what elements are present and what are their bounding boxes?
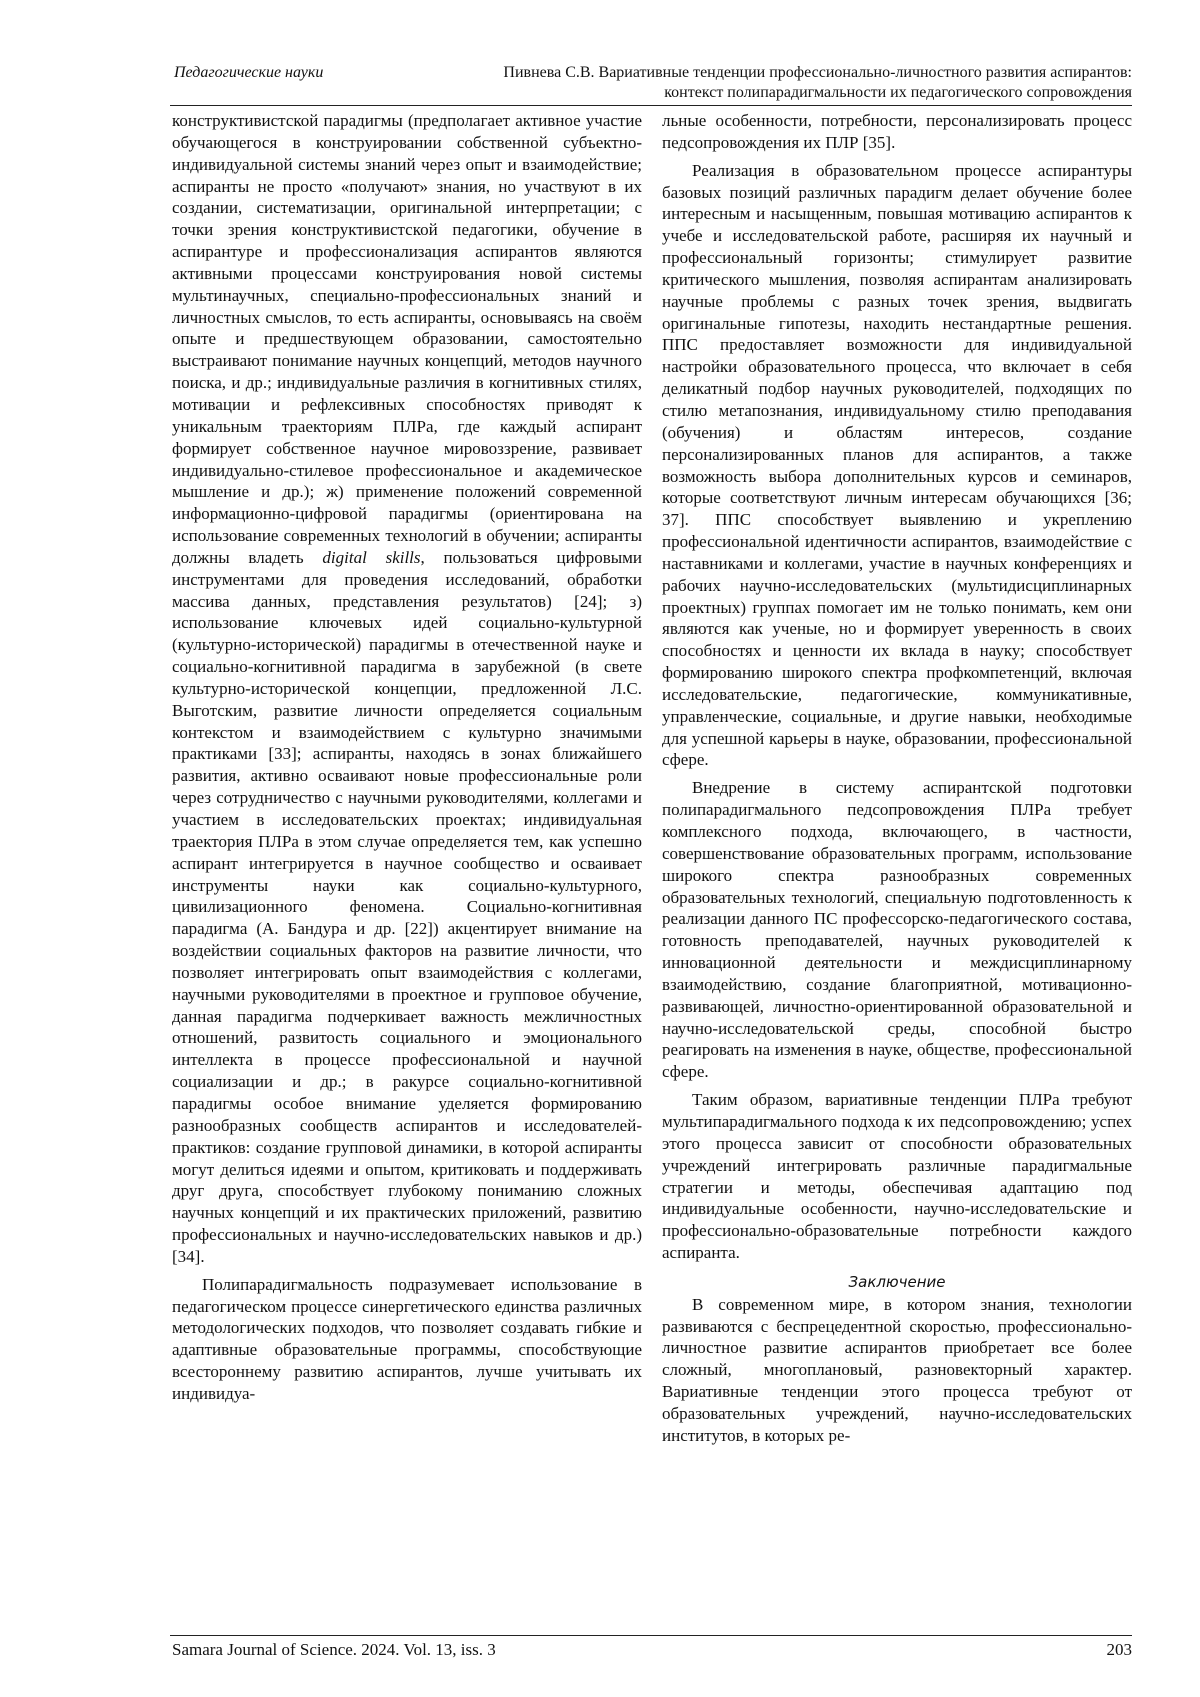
paragraph-gap [662,1264,1132,1270]
page-number: 203 [1107,1639,1133,1661]
right-paragraph-4: В современном мире, в котором знания, технологии развиваются с беспрецедентной скоростью, профессионально-личностное развитие аспирантов приобретает все более сложный, многоплановый, разновекторный характер. Вариативные тенденции этого процесса требуют от образовательных учреждений, научно-исследовательских институтов, в которых ре- [662,1294,1132,1447]
running-head [170,60,1132,106]
left-column [172,110,642,1405]
digital-skills-term: digital skills [322,548,420,567]
left-paragraph-1-part-b: , пользоваться цифровыми инструментами для проведения исследований, обработки массива данных, представления результатов) [24]; з) использование ключевых идей социально-культурной (культурно-исторической) парадигмы в отечественной науке и социально-когнитивной парадигма в зарубежной (в свете культурно-исторической концепции, предложенной Л.С. Выготским, развитие личности определяется социальным контекстом и взаимодействием с культурно значимыми практиками [33]; аспиранты, находясь в зонах ближайшего развития, активно осваивают новые профессиональные роли через сотрудничество с научными руководителями, коллегами и участием в исследовательских проектах; индивидуальная траектория ПЛРа в этом случае определяется тем, как успешно аспирант интегрируется в научное сообщество и осваивает инструменты науки как социально-культурного, цивилизационного феномена. Социально-когнитивная парадигма (А. Бандура и др. [22]) акцентирует внимание на воздействии социальных факторов на развитие личности, что позволяет интегрировать опыт взаимодействия с коллегами, научными руководителями в проектное и групповое обучение, данная парадигма подчеркивает важность межличностных отношений, развитость социального и эмоционального интеллекта в процессе профессиональной и научной социализации и др.; в ракурсе социально-когнитивной парадигмы особое внимание уделяется формированию разнообразных сообществ аспирантов и исследователей-практиков: создание групповой динамики, в которой аспиранты могут делиться идеями и опытом, критиковать и поддерживать друг друга, способствует глубокому пониманию сложных научных концепций и их практических приложений, развитию профессиональных и научно-исследовательских навыков и др.) [34]. [172,548,642,1266]
right-paragraph-2: Внедрение в систему аспирантской подготовки полипарадигмального педсопровождения ПЛРа требует комплексного подхода, включающего, в частности, совершенствование образовательных программ, использование широкого спектра разнообразных современных образовательных технологий, специальную подготовленность к реализации данного ПС профессорско-педагогического состава, готовность преподавателей, научных руководителей к инновационной деятельности и междисциплинарному взаимодействию, создание благоприятной, мотивационно-развивающей, личностно-ориентированной образовательной и научно-исследовательской среды, способной быстро реагировать на изменения в науке, обществе, профессиональной сфере. [662,777,1132,1083]
article-title-line-2: контекст полипарадигмальности их педагогического сопровождения [372,83,1132,103]
footer-rule [170,1635,1132,1636]
header-rule [170,105,1132,106]
article-header [372,63,1132,103]
article-title-line-1: Пивнева С.В. Вариативные тенденции профессионально-личностного развития аспирантов: [372,63,1132,83]
journal-section: Педагогические науки [174,63,323,83]
footer-journal-citation: Samara Journal of Science. 2024. Vol. 13, iss. 3 [172,1639,496,1661]
left-paragraph-1-part-a: конструктивистской парадигмы (предполагает активное участие обучающегося в конструировании собственной субъектно-индивидуальной системы знаний через опыт и взаимодействие; аспиранты не просто «получают» знания, но участвуют в их создании, систематизации, оригинальной интерпретации; с точки зрения конструктивистской педагогики, обучение в аспирантуре и профессионализация аспирантов являются активными процессами конструирования новой системы мультинаучных, специально-профессиональных знаний и личностных смыслов, то есть аспиранты, основываясь на своём опыте и предшествующем образовании, самостоятельно выстраивают понимание научных концепций, методов научного поиска, и др.; индивидуальные различия в когнитивных стилях, мотивации и рефлексивных способностях приводят к уникальным траекториям ПЛРа, где каждый аспирант формирует собственное научное мировоззрение, развивает индивидуально-стилевое профессиональное и академическое мышление и др.); ж) применение положений современной информационно-цифровой парадигмы (ориентирована на использование современных технологий в обучении; аспиранты должны владеть [172,111,642,567]
right-paragraph-3: Таким образом, вариативные тенденции ПЛРа требуют мультипарадигмального подхода к их педсопровождению; успех этого процесса зависит от способности образовательных учреждений интегрировать различные парадигмальные стратегии и методы, обеспечивая адаптацию под индивидуальные особенности, научно-исследовательские и профессионально-образовательные потребности каждого аспиранта. [662,1089,1132,1264]
left-paragraph-2: Полипарадигмальность подразумевает использование в педагогическом процессе синергетического единства различных методологических подходов, что позволяет создавать гибкие и адаптивные образовательные программы, способствующие всестороннему развитию аспирантов, лучше учитывать их индивидуа- [172,1274,642,1405]
right-column [662,110,1132,1447]
section-title-conclusion: Заключение [662,1272,1132,1294]
right-paragraph-0: льные особенности, потребности, персонализировать процесс педсопровождения их ПЛР [35]. [662,110,1132,154]
left-paragraph-1 [172,110,642,1268]
right-paragraph-1: Реализация в образовательном процессе аспирантуры базовых позиций различных парадигм делает обучение более интересным и насыщенным, повышая мотивацию аспирантов к учебе и исследовательской работе, расширяя их научный и профессиональный горизонты; стимулирует развитие критического мышления, позволяя аспирантам анализировать научные проблемы с разных точек зрения, выдвигать оригинальные гипотезы, находить нестандартные решения. ППС предоставляет возможности для индивидуальной настройки образовательного процесса, что включает в себя деликатный подбор научных руководителей, подходящих по стилю метапознания, индивидуальному стилю преподавания (обучения) и областям интересов, создание персонализированных планов для аспирантов, а также возможность выбора дополнительных курсов и семинаров, которые соответствуют личным интересам обучающихся [36; 37]. ППС способствует выявлению и укреплению профессиональной идентичности аспирантов, взаимодействие с наставниками и коллегами, участие в научных конференциях и рабочих научно-исследовательских (мультидисциплинарных проектных) группах помогает им не только понимать, кем они являются как ученые, но и формирует уверенность в своих способностях и ценности их вклада в науку; способствует формированию широкого спектра профкомпетенций, включая исследовательские, педагогические, коммуникативные, управленческие, социальные, и другие навыки, необходимые для успешной карьеры в науке, образовании, профессиональной сфере. [662,160,1132,772]
journal-page [170,60,1132,1660]
page-footer [170,1635,1132,1663]
